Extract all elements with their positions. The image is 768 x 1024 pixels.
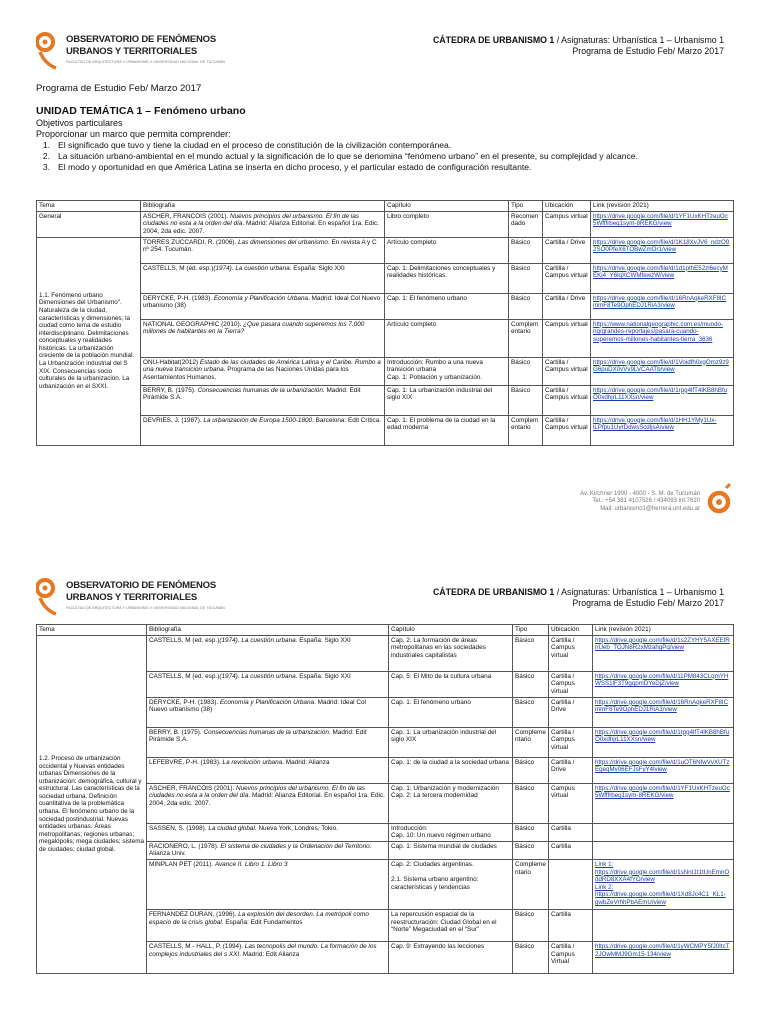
table-row (37, 293, 734, 319)
link-cell[interactable]: https://drive.google.com/file/d/1yWCMPY5fJ0ItcT2JOwMMJ9Gm15-134/view (593, 941, 734, 973)
bibliografia-cell: ONU-Habitat(2012) Estado de las ciudades de América Latina y el Caribe. Rumbo a una nueva transición urbana. Programa de las Naciones Unidas para los Asentamientos Humanos. (141, 357, 385, 385)
catedra-title: CÁTEDRA DE URBANISMO 1 (432, 587, 555, 597)
link-cell[interactable]: https://drive.google.com/file/d/1Voidfh0xgOmz9z9G6puDX0vVv9LVCAATb/view (591, 357, 734, 385)
link-cell[interactable]: https://drive.google.com/file/d/1s2ZYHY5AXEEfRnUeb_TOJN8R2xMzahgPq/view (593, 635, 734, 671)
ubicacion-cell: Cartilla / Drive (543, 237, 591, 263)
capitulo-cell: Cap. 1: El fenómeno urbano (389, 697, 513, 727)
capitulo-cell: Cap. 1: Sistema mundial de ciudades (389, 841, 513, 859)
logo-title: OBSERVATORIO DE FENÓMENOS (66, 580, 217, 591)
tipo-cell: Básico (513, 757, 549, 783)
link-cell[interactable]: https://drive.google.com/file/d/1d1pthE52zl6ecyMEKj4_Y6lqXCWMfewzW/view (591, 263, 734, 293)
tipo-cell: Básico (509, 357, 543, 385)
observatorio-logo (36, 30, 276, 70)
tipo-cell: Básico (513, 841, 549, 859)
observatorio-logo-icon (36, 576, 62, 616)
tema-cell: General (37, 211, 141, 237)
bibliografia-cell: ASCHER, FRANCOIS (2001). Nuevos principios del urbanismo. El fin de las ciudades no esta a la orden del día. Madrid: Alianza Editorial. En español 1ra. Edic. 2004, 2da edic. 2007. (141, 211, 385, 237)
tipo-cell: Básico (513, 783, 549, 823)
ubicacion-cell: Cartilla / Campus virtual (543, 263, 591, 293)
col-header-capitulo: Capítulo (389, 625, 513, 636)
bibliografia-cell: CASTELLS, M (ed. esp.)(1974). La cuestión urbana. España: Siglo XXI (147, 635, 389, 671)
table-body (37, 635, 734, 973)
col-header-capitulo: Capítulo (385, 201, 509, 212)
table-row (37, 415, 734, 445)
ubicacion-cell: Cartilla / Campus virtual (549, 671, 593, 697)
bibliografia-cell: DEVRIES, J. (1987). La urbanización de Europa 1500-1800. Barcelona: Edit Crítica. (141, 415, 385, 445)
header-catedra (433, 35, 724, 57)
link-cell[interactable]: https://drive.google.com/file/d/16RnAqkeRXF8ICmmF8Te9OphEDJ1RiA3/view (591, 293, 734, 319)
ubicacion-cell: Cartilla / Campus virtual (543, 357, 591, 385)
link-cell[interactable]: https://drive.google.com/file/d/11PM843CLqmYHWSS1lF3T9gqpmDYeDjZ/view (593, 671, 734, 697)
link-cell[interactable]: https://drive.google.com/file/d/1uOT6NfwVvXUTzEgeqMv06EFJsFyY4lview (593, 757, 734, 783)
header-catedra (433, 587, 724, 609)
table-row (37, 211, 734, 237)
table-row (37, 357, 734, 385)
tipo-cell: Complementario (513, 727, 549, 757)
tema-cell: 1.2. Proceso de urbanización occidental y Nuevas entidades urbanas Dimensiones de la urbanización: demográfica, cultural y estructural. Las características de la sociedad urbana. Definición cuantitativa de la problemática urbana. El fenómeno urbano de la sociedad postindustrial. Nuevas entidades urbanas. Áreas metropolitanas; regiones urbanas; megalópolis; mega ciudades; sistema de ciudades; ciudad global. (37, 635, 147, 973)
table-row (37, 237, 734, 263)
objectives-intro: Proporcionar un marco que permita comprender: (36, 129, 231, 139)
objective-item: 3. El modo y oportunidad en que América Latina se inserta en dicho proceso, y el particular estado de configuración resultante. (42, 162, 532, 172)
footer-address: Av. Kirchner 1900 - 4000 - S. M. de Tucumán (580, 491, 700, 497)
capitulo-cell: Artículo completo (385, 237, 509, 263)
tipo-cell: Básico (513, 671, 549, 697)
ubicacion-cell: Campus virtual (549, 783, 593, 823)
capitulo-cell: Cap. 1: El fenómeno urbano (385, 293, 509, 319)
link-cell[interactable]: https://drive.google.com/file/d/1rpg4lfT4lKB8hBfuO0xdhjrL11XXsn/view (591, 385, 734, 415)
bibliografia-cell: MINPLAN PET (2011). Avance II. Libro 1. Libro 3 (147, 859, 389, 909)
capitulo-cell: Cap. 1: La urbanización industrial del siglo XIX (385, 385, 509, 415)
ubicacion-cell: Cartilla / Campus Virtual (549, 941, 593, 973)
col-header-tema: Tema (37, 201, 141, 212)
capitulo-cell: Cap. 5: El Mito de la cultura urbana (389, 671, 513, 697)
header-programa: Programa de Estudio Feb/ Marzo 2017 (572, 598, 724, 608)
capitulo-cell: Cap. 1: Delimitaciones conceptuales y realidades históricas. (385, 263, 509, 293)
link-cell (593, 909, 734, 941)
capitulo-cell: Cap. 2: Ciudades argentinas. 2.1. Sistema urbano argentino: características y tendencias (389, 859, 513, 909)
capitulo-cell: Cap. 1: de la ciudad a la sociedad urbana (389, 757, 513, 783)
document-subtitle: Programa de Estudio Feb/ Marzo 2017 (36, 83, 202, 94)
header-programa: Programa de Estudio Feb/ Marzo 2017 (572, 46, 724, 56)
bibliografia-cell: CASTELLS, M - HALL, P. (1994). Las tecnopolis del mundo. La formación de los complejos industriales del s XXI. Madrid: Edit Alianza (147, 941, 389, 973)
col-header-link: Link (revisión 2021) (593, 625, 734, 636)
tipo-cell: Básico (513, 909, 549, 941)
bibliografia-cell: LEFEBVRE, P-H. (1983). La revolución urbana. Madrid: Alianza (147, 757, 389, 783)
link-cell[interactable]: Link 1: https://drive.google.com/file/d/1sNnI1t1tUnEmnOddRD8XXA4fYO/view Link 2: https://drive.google.com/file/d/1Xd8Jc4C1_KL1-gwbZeVrhhPbAEmU/view (593, 859, 734, 909)
ubicacion-cell: Cartilla / Drive (549, 697, 593, 727)
table-body (37, 211, 734, 445)
link-cell[interactable]: https://drive.google.com/file/d/1K18XvJV6_ndzO92SO0PfeX6TOBwZmOr1/view (591, 237, 734, 263)
catedra-title: CÁTEDRA DE URBANISMO 1 (432, 35, 555, 45)
link-cell[interactable]: https://drive.google.com/file/d/1YF1UxKHTzeuOc5Wfffrbeq1sym-8REKG/view (591, 211, 734, 237)
footer-mail: Mail: urbanismo1@herrera.unt.edu.ar (600, 505, 700, 512)
footer-contact (530, 491, 700, 513)
ubicacion-cell: Cartilla (549, 823, 593, 841)
footer-logo-icon (706, 482, 732, 522)
tipo-cell: Básico (509, 385, 543, 415)
tema-cell: 1.1. Fenómeno urbano Dimensiones del Urbanismo". Naturaleza de la ciudad, características y dimensiones; la ciudad como tema de estudio interdisciplinario. Delimitaciones conceptuales y realidades históricas. La urbanización creciente de la población mundial. La Urbanización industrial del S XIX. Consecuencias socio culturales de la urbanización. La urbanización en el SXXI. (37, 237, 141, 445)
unit-title: UNIDAD TEMÁTICA 1 – Fenómeno urbano (36, 105, 246, 117)
ubicacion-cell: Cartilla (549, 841, 593, 859)
page-header-2 (0, 570, 768, 620)
tipo-cell: Básico (509, 237, 543, 263)
col-header-link: Link (revisión 2021) (591, 201, 734, 212)
link-cell[interactable]: https://drive.google.com/file/d/1YF1UxKHTzeuOc5Wfffrbeq1sym-8REKG/view (593, 783, 734, 823)
ubicacion-cell: Cartilla / Campus virtual (549, 727, 593, 757)
col-header-bibliografia: Bibliografía (147, 625, 389, 636)
bibliografia-cell: FERNANDEZ DURAN, (1996). La explosión del desorden. La metrópoli como espacio de la crisis global. España: Edit Fundamentos (147, 909, 389, 941)
ubicacion-cell: Campus virtual (543, 211, 591, 237)
page-header-1 (0, 24, 768, 74)
logo-title: OBSERVATORIO DE FENÓMENOS (66, 34, 217, 45)
tipo-cell: Básico (513, 635, 549, 671)
capitulo-cell: Cap. 9: Extrayendo las lecciones (389, 941, 513, 973)
capitulo-cell: Cap. 2: La formación de áreas metropolitanas en las sociedades industriales capitalistas (389, 635, 513, 671)
col-header-bibliografia: Bibliografía (141, 201, 385, 212)
link-cell[interactable]: https://drive.google.com/file/d/16RnAqkeRXF8ICmmF8Te9OphEDJ1RiA3/view (593, 697, 734, 727)
objective-item: 1. El significado que tuvo y tiene la ciudad en el proceso de constitución de la civilización contemporánea. (42, 140, 452, 150)
catedra-asignaturas: / Asignaturas: Urbanística 1 – Urbanismo 1 (554, 35, 724, 45)
table-row (37, 263, 734, 293)
ubicacion-cell (549, 859, 593, 909)
table-row (37, 319, 734, 357)
observatorio-logo-icon (36, 30, 62, 70)
bibliografia-cell: CASTELLS, M (ed. esp.)(1974). La cuestión urbana. España: Siglo XXI (147, 671, 389, 697)
ubicacion-cell: Campus virtual (543, 319, 591, 357)
col-header-tipo: Tipo (509, 201, 543, 212)
objectives-label: Objetivos particulares (36, 118, 123, 128)
tipo-cell: Básico (513, 823, 549, 841)
col-header-ubicacion: Ubicación (543, 201, 591, 212)
observatorio-logo (36, 576, 276, 616)
tipo-cell: Básico (513, 941, 549, 973)
ubicacion-cell: Cartilla / Drive (549, 757, 593, 783)
catedra-asignaturas: / Asignaturas: Urbanística 1 – Urbanismo 1 (554, 587, 724, 597)
objectives-list (36, 140, 638, 173)
tipo-cell: Recomendado (509, 211, 543, 237)
bibliografia-cell: ASCHER, FRANCOIS (2001). Nuevos principios del urbanismo. El fin de las ciudades no esta a la orden del día. Madrid: Alianza Editorial. En español 1ra. Edic. 2004, 2da edic. 2007. (147, 783, 389, 823)
bibliografia-cell: DERYCKE, P-H. (1983). Economía y Planificación Urbana. Madrid: Ideal Col Nuevo urbanismo (38) (141, 293, 385, 319)
table-header-row (37, 201, 734, 212)
capitulo-cell: Introducción: Rumbo a una nueva transición urbana Cap. 1: Población y urbanización. (385, 357, 509, 385)
link-cell[interactable]: https://drive.google.com/file/d/1HH1YMy1Ux-lLPfpu1UyrDdwsScdljsA/view (591, 415, 734, 445)
bibliografia-cell: NATIONAL GEOGRAPHIC (2010). ¿Que pasara cuando superemos los 7.000 millones de habitantes en la Tierra? (141, 319, 385, 357)
logo-subtitle: URBANOS Y TERRITORIALES (66, 46, 198, 57)
capitulo-cell: Libro completo (385, 211, 509, 237)
footer-tel: Tel.: +54 381 4107526 / 434093 int.7620 (592, 498, 700, 505)
ubicacion-cell: Cartilla / Campus virtual (543, 415, 591, 445)
bibliografia-cell: CASTELLS, M (ed. esp.)(1974). La cuestión urbana. España: Siglo XXI (141, 263, 385, 293)
ubicacion-cell: Cartilla / Drive (543, 293, 591, 319)
tipo-cell: Complementario (509, 415, 543, 445)
capitulo-cell: Cap. 1: El problema de la ciudad en la edad moderna (385, 415, 509, 445)
table-header-row (37, 625, 734, 636)
table-row (37, 385, 734, 415)
tipo-cell: Básico (509, 293, 543, 319)
col-header-ubicacion: Ubicación (549, 625, 593, 636)
col-header-tipo: Tipo (513, 625, 549, 636)
bibliografia-cell: BERRY, B. (1975). Consecuencias humanas de la urbanización. Madrid: Edit Pirámide S.A. (141, 385, 385, 415)
bibliografia-cell: TORRES ZUCCARDI, R. (2006). Las dimensiones del urbanismo. En revista A y C nº 254. Tucumán. (141, 237, 385, 263)
link-cell (593, 823, 734, 841)
ubicacion-cell: Cartilla / Campus virtual (543, 385, 591, 415)
ubicacion-cell: Cartilla (549, 909, 593, 941)
bibliography-table-1 (36, 200, 734, 446)
table-row (37, 635, 734, 671)
bibliografia-cell: DERYCKE, P-H. (1983). Economía y Planificación Urbana. Madrid: Ideal Col Nuevo urbanismo (38) (147, 697, 389, 727)
bibliography-table-2 (36, 624, 734, 974)
link-cell (593, 841, 734, 859)
link-cell[interactable]: https://drive.google.com/file/d/1rpg4lfT4lKB8hBfuO0xdhjrL11XXsn/view (593, 727, 734, 757)
logo-faculty: FACULTAD DE ARQUITECTURA Y URBANISMO // UNIVERSIDAD NACIONAL DE TUCUMÁN (66, 60, 225, 64)
capitulo-cell: La repercusión espacial de la reestructuración: Ciudad Global en el “Norte” Megaciudad en el “Sur” (389, 909, 513, 941)
objective-item: 2. La situación urbano-ambiental en el mundo actual y la significación de lo que se denomina “fenómeno urbano” en el presente, su complejidad y alcance. (42, 151, 638, 161)
logo-subtitle: URBANOS Y TERRITORIALES (66, 592, 198, 603)
tipo-cell: Complementario (513, 859, 549, 909)
bibliografia-cell: RACIONERO, L. (1978). El sistema de ciudades y la Ordenación del Territorio. Alianza Univ. (147, 841, 389, 859)
capitulo-cell: Cap. 1: Urbanización y modernización Cap. 2: La tercera modernidad (389, 783, 513, 823)
bibliografia-cell: BERRY, B. (1975). Consecuencias humanas de la urbanización. Madrid: Edit Pirámide S.A. (147, 727, 389, 757)
logo-faculty: FACULTAD DE ARQUITECTURA Y URBANISMO // UNIVERSIDAD NACIONAL DE TUCUMÁN (66, 606, 225, 610)
tipo-cell: Básico (509, 263, 543, 293)
tipo-cell: Complementario (509, 319, 543, 357)
col-header-tema: Tema (37, 625, 147, 636)
bibliografia-cell: SASSEN, S. (1998). La ciudad global. Nueva York, Londres, Tokio. (147, 823, 389, 841)
capitulo-cell: Introducción: Cap. 10: Un nuevo régimen urbano (389, 823, 513, 841)
capitulo-cell: Artículo completo (385, 319, 509, 357)
ubicacion-cell: Cartilla / Campus virtual (549, 635, 593, 671)
tipo-cell: Básico (513, 697, 549, 727)
link-cell[interactable]: https://www.nationalgeographic.com.es/mundo-ng/grandes-reportajes/pasara-cuando-superemos-millones-habitantes-tierra_3636 (591, 319, 734, 357)
capitulo-cell: Cap. 1: La urbanización industrial del siglo XIX (389, 727, 513, 757)
